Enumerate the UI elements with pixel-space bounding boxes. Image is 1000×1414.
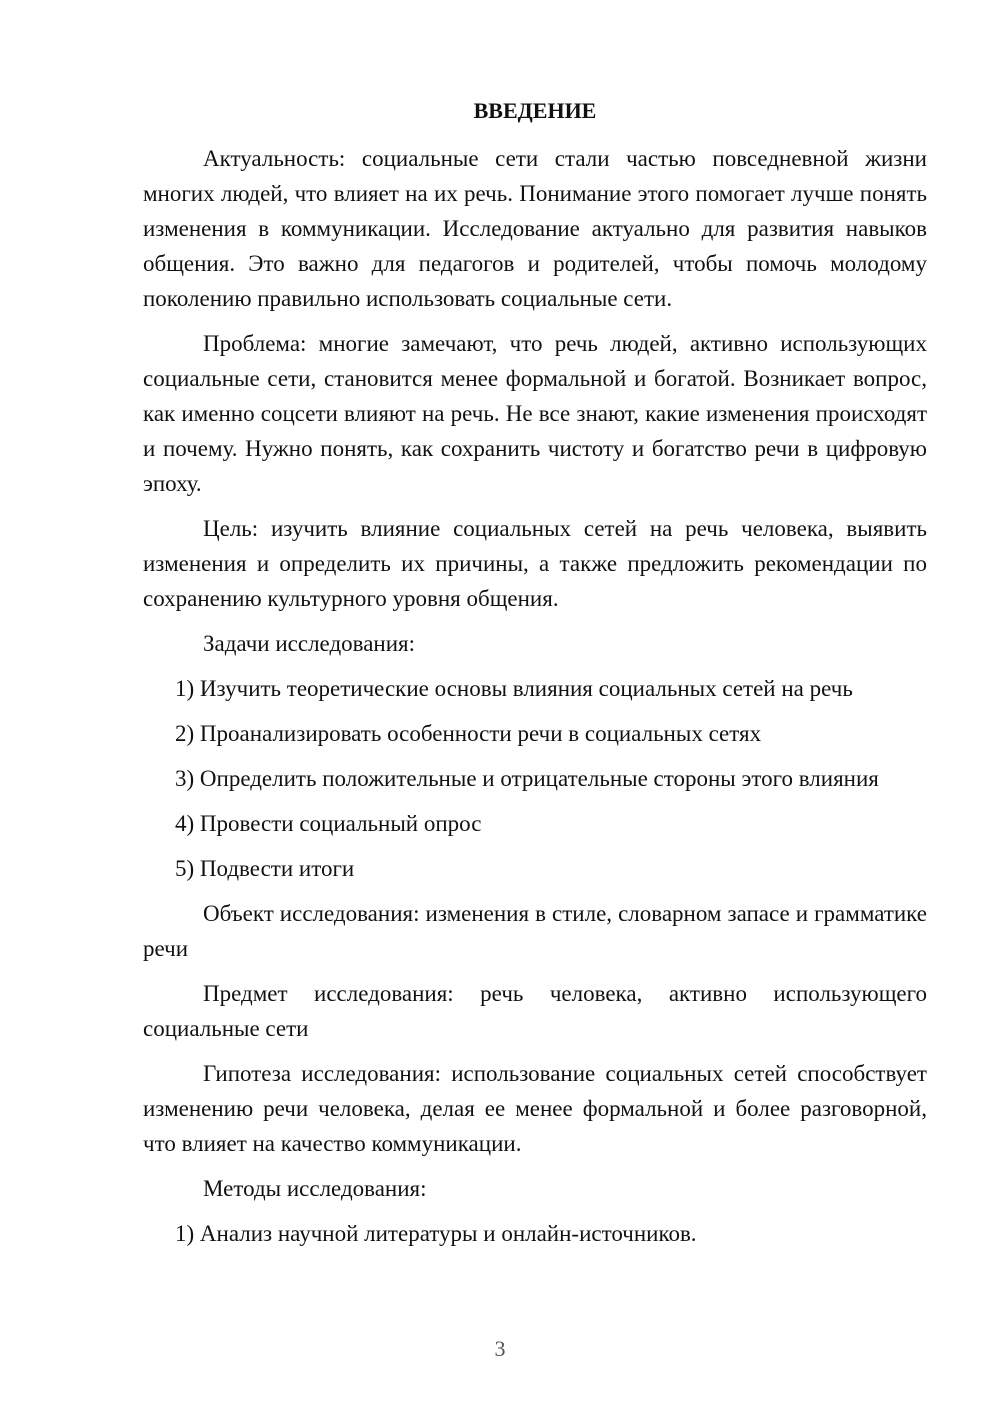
tasks-list (143, 671, 927, 886)
list-item: 3) Определить положительные и отрицательные стороны этого влияния (175, 766, 879, 791)
page-title: ВВЕДЕНИЕ (473, 98, 597, 123)
object-paragraph: Объект исследования: изменения в стиле, словарном запасе и грамматике речи (143, 901, 927, 961)
list-item: 5) Подвести итоги (175, 856, 355, 881)
list-item: 4) Провести социальный опрос (175, 811, 482, 836)
hypothesis-paragraph: Гипотеза исследования: использование социальных сетей способствует изменению речи человека, делая ее менее формальной и более разговорной, что влияет на качество коммуникации. (143, 1061, 927, 1156)
problem-paragraph: Проблема: многие замечают, что речь людей, активно использующих социальные сети, становится менее формальной и богатой. Возникает вопрос, как именно соцсети влияют на речь. Не все знают, какие изменения происходят и почему. Нужно понять, как сохранить чистоту и богатство речи в цифровую эпоху. (143, 331, 927, 496)
list-item: 1) Анализ научной литературы и онлайн-источников. (175, 1221, 697, 1246)
goal-paragraph: Цель: изучить влияние социальных сетей на речь человека, выявить изменения и определить их причины, а также предложить рекомендации по сохранению культурного уровня общения. (143, 516, 927, 611)
relevance-paragraph: Актуальность: социальные сети стали частью повседневной жизни многих людей, что влияет на их речь. Понимание этого помогает лучше понять изменения в коммуникации. Исследование актуально для развития навыков общения. Это важно для педагогов и родителей, чтобы помочь молодому поколению правильно использовать социальные сети. (143, 146, 927, 311)
page-number: 3 (494, 1336, 506, 1361)
methods-list (143, 1216, 927, 1251)
list-item: 1) Изучить теоретические основы влияния социальных сетей на речь (175, 676, 853, 701)
page-content (143, 96, 927, 1261)
list-item: 2) Проанализировать особенности речи в социальных сетях (175, 721, 762, 746)
tasks-label: Задачи исследования: (203, 631, 416, 656)
methods-label: Методы исследования: (203, 1176, 427, 1201)
subject-paragraph: Предмет исследования: речь человека, активно использующего социальные сети (143, 981, 927, 1041)
